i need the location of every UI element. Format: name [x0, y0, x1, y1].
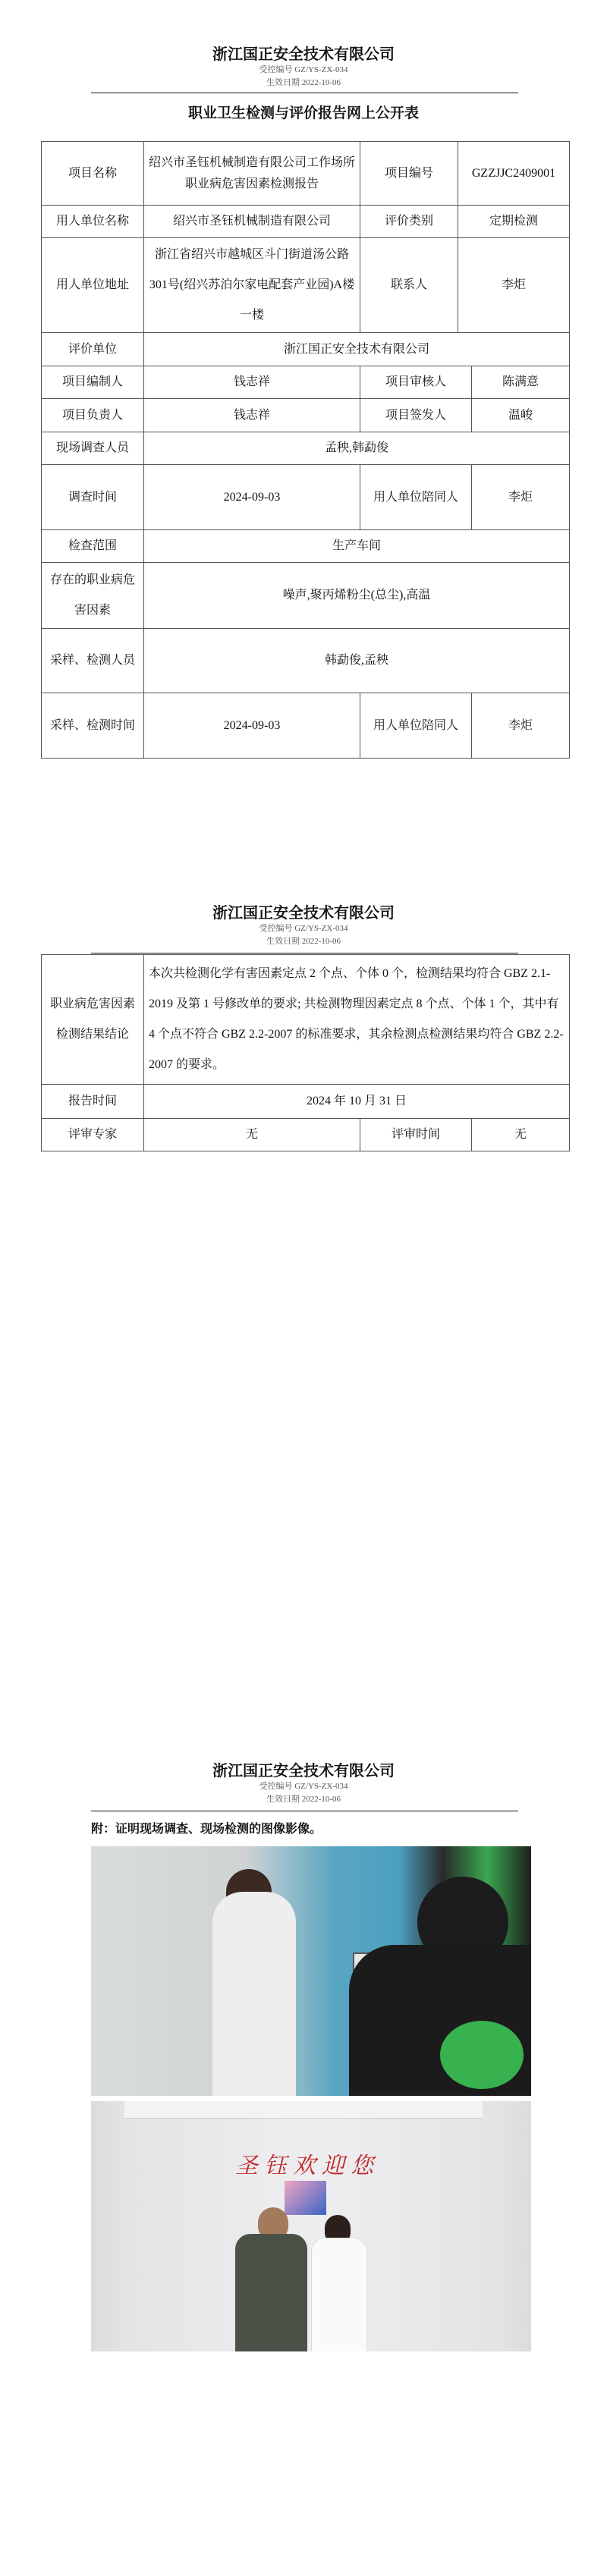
table-row [42, 432, 570, 465]
samplers: 韩勐俊,孟秧 [144, 629, 570, 693]
disclosure-table-continued [41, 332, 570, 759]
review-experts: 无 [144, 1119, 360, 1151]
cell-label: 采样、检测时间 [42, 693, 144, 759]
table-row [42, 333, 570, 366]
cell-label: 职业病危害因素检测结果结论 [42, 955, 144, 1085]
disclosure-table [41, 141, 570, 333]
table-row [42, 366, 570, 399]
cell-label: 用人单位陪同人 [360, 693, 472, 759]
cell-label: 现场调查人员 [42, 432, 144, 465]
cell-label: 项目负责人 [42, 399, 144, 432]
page2-header [0, 904, 607, 948]
table-row [42, 530, 570, 563]
control-number: 受控编号 GZ/YS-ZX-034 [259, 1782, 348, 1791]
table-row [42, 1085, 570, 1119]
welcome-sign: 圣钰欢迎您 [235, 2153, 379, 2179]
table-row [42, 206, 570, 238]
table-row [42, 693, 570, 759]
page1-header [0, 46, 607, 90]
detection-conclusion: 本次共检测化学有害因素定点 2 个点、个体 0 个，检测结果均符合 GBZ 2.1-2019 及第 1 号修改单的要求; 共检测物理因素定点 8 个点、个体 1 个，其中有 4 个点不符合 GBZ 2.2-2007 的标准要求，其余检测点检测结果均符合 GBZ 2.2-2007 的要求。 [144, 955, 570, 1085]
cell-label: 报告时间 [42, 1085, 144, 1119]
evaluation-unit: 浙江国正安全技术有限公司 [144, 333, 570, 366]
effective-date: 生效日期 2022-10-06 [266, 1795, 341, 1804]
site-survey-photo [91, 1846, 531, 2096]
reviewer: 陈满意 [472, 366, 570, 399]
table-row [42, 629, 570, 693]
accompanying-person: 李炬 [472, 693, 570, 759]
cell-label: 联系人 [360, 238, 458, 333]
report-time: 2024 年 10 月 31 日 [144, 1085, 570, 1119]
conclusion-table [41, 954, 570, 1151]
sampling-time: 2024-09-03 [144, 693, 360, 759]
surveyors: 孟秧,韩勐俊 [144, 432, 570, 465]
cell-label: 项目签发人 [360, 399, 472, 432]
cell-label: 用人单位陪同人 [360, 465, 472, 530]
company-name: 浙江国正安全技术有限公司 [212, 46, 395, 63]
cell-label: 用人单位名称 [42, 206, 144, 238]
cell-label: 项目名称 [42, 142, 144, 206]
cell-label: 评审专家 [42, 1119, 144, 1151]
table-row [42, 955, 570, 1085]
compiler: 钱志祥 [144, 366, 360, 399]
company-name: 浙江国正安全技术有限公司 [212, 1763, 395, 1780]
table-row [42, 399, 570, 432]
review-time: 无 [472, 1119, 570, 1151]
appendix-caption: 附：证明现场调查、现场检测的图像影像。 [91, 1823, 322, 1836]
table-row [42, 563, 570, 629]
cell-label: 评审时间 [360, 1119, 472, 1151]
cell-label: 检查范围 [42, 530, 144, 563]
company-logo [285, 2181, 326, 2215]
control-number: 受控编号 GZ/YS-ZX-034 [259, 65, 348, 74]
employer-address: 浙江省绍兴市越城区斗门街道汤公路301号(绍兴苏泊尔家电配套产业园)A楼一楼 [144, 238, 360, 333]
site-group-photo [91, 2101, 531, 2351]
table-row [42, 142, 570, 206]
evaluation-type: 定期检测 [458, 206, 570, 238]
inspection-scope: 生产车间 [144, 530, 570, 563]
cell-label: 评价单位 [42, 333, 144, 366]
project-number: GZZJJC2409001 [458, 142, 570, 206]
cell-label: 项目编号 [360, 142, 458, 206]
table-row [42, 1119, 570, 1151]
project-name: 绍兴市圣钰机械制造有限公司工作场所职业病危害因素检测报告 [144, 142, 360, 206]
cell-label: 用人单位地址 [42, 238, 144, 333]
effective-date: 生效日期 2022-10-06 [266, 937, 341, 946]
page-title: 职业卫生检测与评价报告网上公开表 [187, 105, 419, 121]
control-number: 受控编号 GZ/YS-ZX-034 [259, 924, 348, 933]
company-name: 浙江国正安全技术有限公司 [212, 905, 395, 922]
cell-label: 评价类别 [360, 206, 458, 238]
effective-date: 生效日期 2022-10-06 [266, 78, 341, 87]
cell-label: 采样、检测人员 [42, 629, 144, 693]
table-row [42, 238, 570, 333]
survey-time: 2024-09-03 [144, 465, 360, 530]
hazard-factors: 噪声,聚丙烯粉尘(总尘),高温 [144, 563, 570, 629]
cell-label: 存在的职业病危害因素 [42, 563, 144, 629]
employer-name: 绍兴市圣钰机械制造有限公司 [144, 206, 360, 238]
issuer: 温峻 [472, 399, 570, 432]
table-row [42, 465, 570, 530]
cell-label: 调查时间 [42, 465, 144, 530]
page3-header [0, 1762, 607, 1806]
accompanying-person: 李炬 [472, 465, 570, 530]
contact-person: 李炬 [458, 238, 570, 333]
project-leader: 钱志祥 [144, 399, 360, 432]
cell-label: 项目编制人 [42, 366, 144, 399]
cell-label: 项目审核人 [360, 366, 472, 399]
